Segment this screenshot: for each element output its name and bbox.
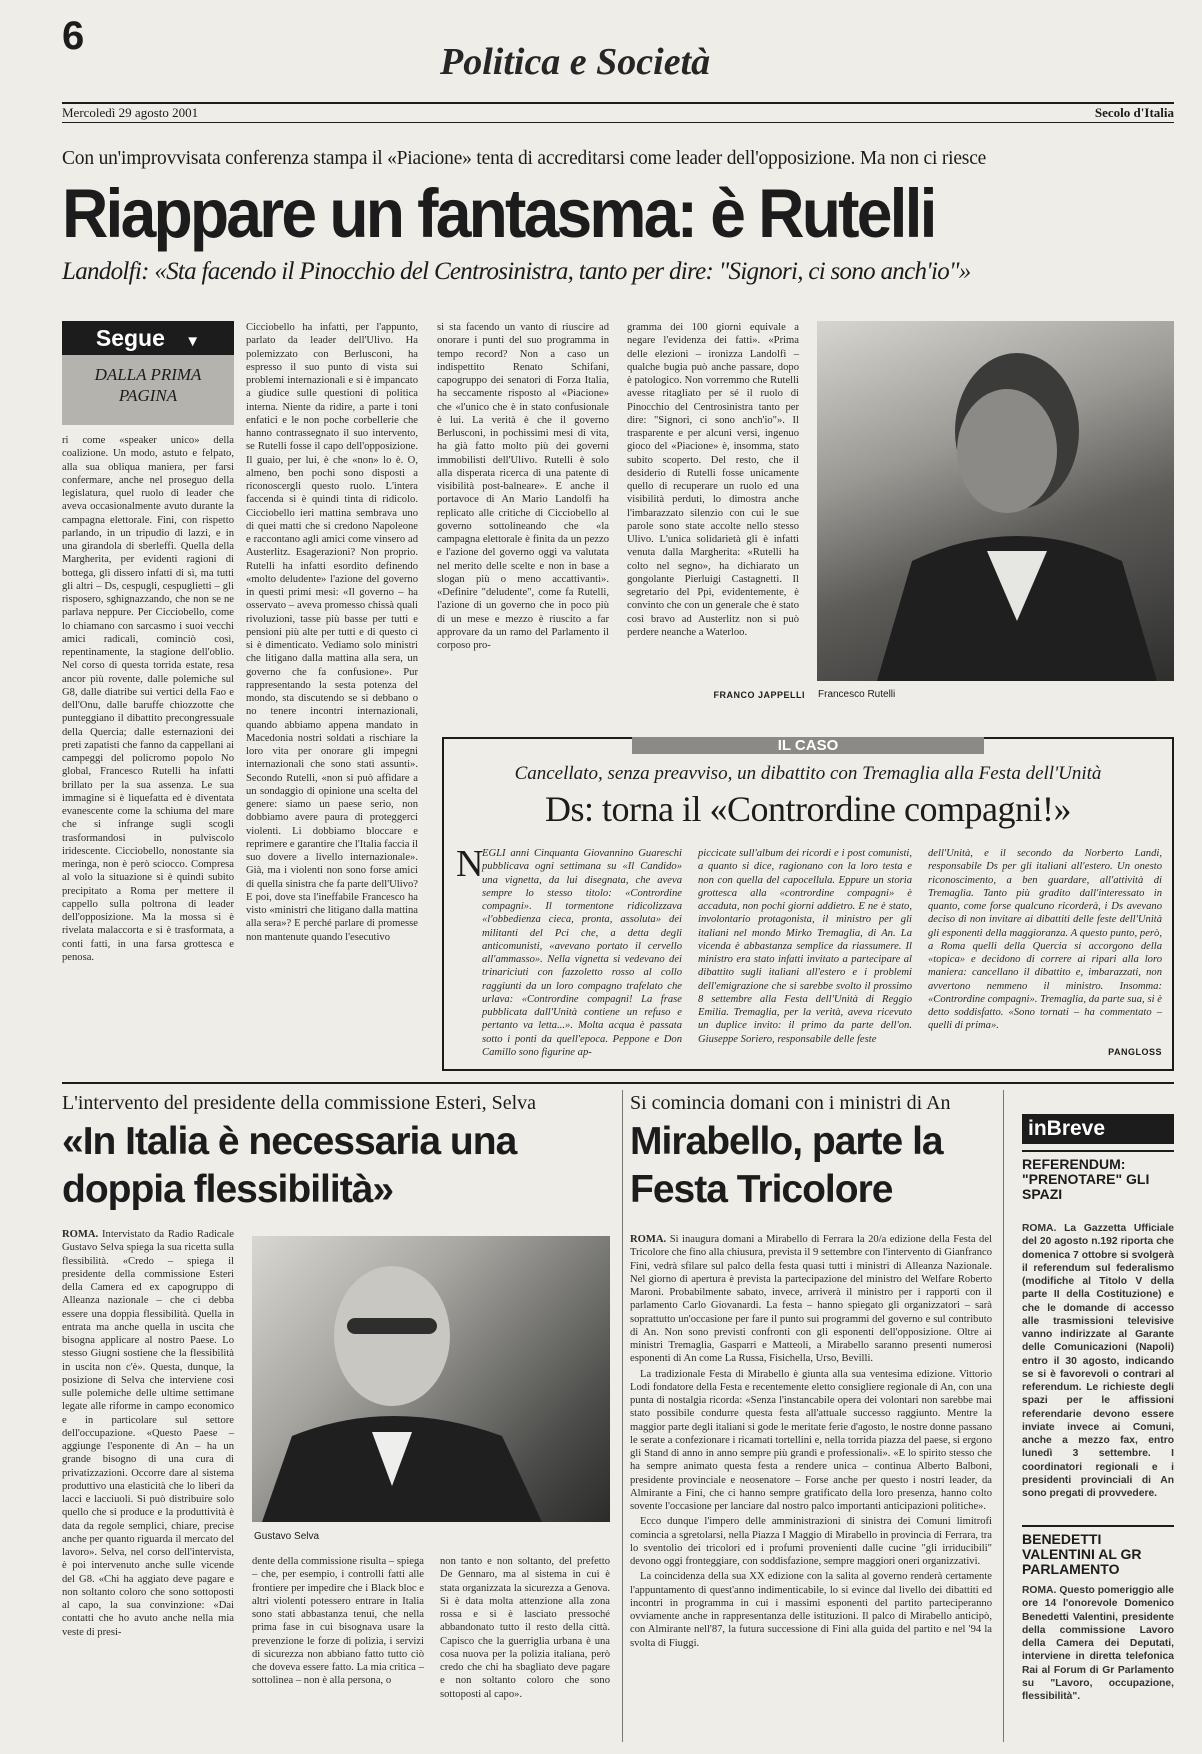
- in-breve-logo-text: inBreve: [1028, 1117, 1106, 1140]
- selva-kicker: L'intervento del presidente della commissione Esteri, Selva: [62, 1092, 537, 1114]
- in-breve-logo: [1022, 1114, 1174, 1144]
- segue-label-bar: [62, 321, 234, 355]
- il-caso-dropcap: N: [456, 843, 484, 885]
- in-breve-item-2-title: BENEDETTI VALENTINI AL GR PARLAMENTO: [1022, 1531, 1142, 1577]
- masthead-rule-bottom: [62, 122, 1174, 123]
- section-divider: [62, 1082, 1174, 1084]
- il-caso-box: [442, 737, 1174, 1071]
- in-breve-separator: [1022, 1525, 1174, 1527]
- segue-label: Segue: [95, 325, 165, 351]
- selva-column-3: non tanto e non soltanto, del prefetto De Gennaro, ma al sistema in cui è stata organizzata la sicurezza a Genova. Si è data molta attenzione alla zona rossa e si è lasciato pressoché abbandonato tutto il resto della città. Capisco che la guerriglia urbana è una cosa nuova per la polizia italiana, però credo che chi ha sbagliato deve pagare e non soltanto coloro che sono sottoposti al capo».: [440, 1556, 610, 1700]
- lead-subheadline: Landolfi: «Sta facendo il Pinocchio del Centrosinistra, tanto per dire: "Signori, ci sono anch'io"»: [62, 258, 971, 285]
- il-caso-column-1: EGLI anni Cinquanta Giovannino Guareschi pubblicava ogni settimana su «Il Candido» una vignetta, da lui disegnata, che aveva sempre lo stesso titolo: «Contrordine compagni». Il tormentone ridicolizzava «l'obbedienza cieca, pronta, assoluta» dei militanti del Pci che, a detta degli anticomunisti, «avevano portato il cervello all'ammasso». Nella vignetta si vedevano dei trinariciuti con fazzoletto rosso al collo raggiunti da un loro compagno trafelato che urlava: «Contrordine compagni! La frase pubblicata dall'Unità contiene un refuso e pertanto va letta...». Molta acqua è passata sotto i ponti da quell'epoca. Peppone e Don Camillo sono figurine ap-: [482, 848, 682, 1058]
- triangle-down-icon: ▼: [185, 333, 201, 350]
- il-caso-headline: Ds: torna il «Contrordine compagni!»: [545, 789, 1071, 829]
- selva-column-1: [62, 1228, 234, 1742]
- mirabello-headline: Mirabello, parte la Festa Tricolore: [630, 1120, 943, 1211]
- in-breve-item-1-dateline: ROMA.: [1022, 1223, 1057, 1234]
- lead-headline: Riappare un fantasma: è Rutelli: [62, 175, 935, 252]
- il-caso-column-2: piccicate sull'album dei ricordi e i post comunisti, a quanto si dice, ragionano con la loro testa e non con quella del capocellula. Eppure un storia grottesca alla «contrordine compagni» è accaduta, non pochi giorni addietro. E ne è stato, involontario protagonista, il ministro per gli italiani nel mondo Mirko Tremaglia, di An. La vicenda è abbastanza semplice da riassumere. Il ministro era stato infatti invitato a partecipare al dibattito sugli italiani all'estero e i problemi dell'emigrazione che si sarebbe svolto il prossimo 8 settembre alla Festa dell'Unità di Reggio Emilia. Tremaglia, per la verità, aveva ricevuto un duplice invito: il primo da parte dell'on. Giuseppe Soriero, responsabile delle feste: [698, 848, 912, 1045]
- page-number: 6: [62, 14, 85, 58]
- in-breve-item-1-body: La Gazzetta Ufficiale del 20 agosto n.192 riporta che domenica 7 ottobre si svolgerà il referendum sul federalismo (modifiche al Titolo V della parte II della Costituzione) e che le domande di accesso alle trasmissioni televisive vanno indirizzate al Garante delle Comunicazioni (Napoli) entro il 30 agosto, indicando se si è favorevoli o contrari al referendum. Le richieste degli spazi per le affissioni referendarie devono essere inviate invece ai Comuni, anche a mezzo fax, entro lunedì 3 settembre. I coordinatori regionali e i presidenti provinciali di An sono pregati di provvedere.: [1022, 1223, 1174, 1499]
- mirabello-body: [630, 1233, 992, 1742]
- section-title: Politica e Società: [440, 41, 711, 83]
- selva-photo: [252, 1236, 610, 1522]
- column-divider: [622, 1090, 623, 1742]
- lead-kicker: Con un'improvvisata conferenza stampa il «Piacione» tenta di accreditarsi come leader dell'opposizione. Ma non ci riesce: [62, 148, 987, 169]
- in-breve-item-2: [1022, 1584, 1174, 1742]
- selva-dateline: ROMA.: [62, 1229, 99, 1240]
- lead-column-1: ri come «speaker unico» della coalizione. Un modo, astuto e felpato, alla sua obliqua maniera, per farsi confermare, anche nel proseguo della legislatura, quel ruolo di leader che aveva occasionalmente avuto durante la campagna elettorale. Fini, con rispetto parlando, in un tripudio di lazzi, e in una girandola di sberleffi. Quella della Margherita, per evidenti ragioni di bottega, gli dissero infatti di sì, ma tutti gli altri – Ds, cespugli, cespuglietti – gli risposero, sghignazzando, che non se ne parlava neppure. Per Cicciobello, come lo chiamano con sarcasmo i suoi vecchi amici radicali, cominciò così, repentinamente, la stagione dell'oblio. Nel corso di questa torrida estate, resa ancor più rovente, dalle polemiche sul G8, dalle diatribe sui vertici della Fao e dell'Onu, dalle baruffe chiozzotte che punteggiano il dibattito precongressuale della Quercia; dalle esternazioni dei preti zapatisti che fanno da cappellani ai campeggi del policromo popolo No global, Francesco Rutelli ha infatti brillato per la sua assenza. Le sua immagine si è liquefatta ed è diventata evanescente come la schiuma del mare che si infrange sugli scogli trasformandosi in pulviscolo iridescente. Cicciobello, nonostante sia meringa, non è però sciocco. Compresa al volo la situazione si è quindi subito precipitato a Roma per mettere il cappello sulla poltrona di leader dell'opposizione. Ma la mossa si è rivelata malaccorta e si è trasformata, a conti fatti, in una farsa grottesca e penosa.: [62, 435, 234, 963]
- person-silhouette-icon: [252, 1236, 610, 1522]
- lead-column-3: si sta facendo un vanto di riuscire ad onorare i punti del suo programma in tempo record? Non a caso un indispettito Renato Schifani, capogruppo dei senatori di Forza Italia, ha seccamente risposto al «Piacione» che «l'unico che è in stato confusionale è lui. La verità è che il governo Berlusconi, in pochissimi mesi di vita, ha già fatto molto più dei governi immobilisti dell'Ulivo. Rutelli è solo alla disperata ricerca di una patente di visibilità post-balneare». E anche il portavoce di An Mario Landolfi ha replicato alle critiche di Cicciobello al governo sottolineando che «la campagna elettorale è finita da un pezzo e l'azione del governo oggi va valutata nel merito delle scelte e non in base a slogan più o meno accattivanti». «Definire "deludente", come fa Rutelli, l'azione di un governo che in poco più di un mese e mezzo è riuscito a far approvare da un ramo del Parlamento il corposo pro-: [437, 322, 609, 651]
- lead-column-2: Cicciobello ha infatti, per l'appunto, parlato da leader dell'Ulivo. Ha polemizzato con Berlusconi, ha espresso il suo punto di vista sui problemi internazionali e si è impancato a giudice sulle questioni di politica interna. Niente da ridire, a parte i toni enfatici e le non poche corbellerie che hanno contrassegnato il suo intervento, se Rutelli fosse il capo dell'opposizione. Il guaio, per lui, è che «non» lo è. O, almeno, ben pochi sono disposti a riconoscergli questo ruolo. L'intera faccenda si è quindi tinta di ridicolo. Cicciobello ieri mattina sembrava uno di quei matti che si credono Napoleone e raccontano agli amici come vinsero ad Austerlitz. Esagerazioni? Non proprio. Rutelli ha infatti esordito definendo «molto deludente» l'azione del governo in questi primi mesi: «Il governo – ha osservato – aveva promesso chissà quali rivoluzioni, tasse più basse per tutti e pensioni più alte per tutti e di questo ci si è dimenticato. Vediamo solo ministri che litigano dalla mattina alla sera, un governo che fa confusione». Pur rappresentando la sesta potenza del mondo, sta discutendo se si debbano o no tenere incontri internazionali, quando abbiamo appena mandato in Macedonia nostri soldati a rischiare la loro vita per onorare gli impegni internazionali che sono stati assunti». Secondo Rutelli, «non si può affidare a un sondaggio di opinione una scelta del genere: siamo un paese serio, non dobbiamo avere paura di proteggerci violenti. Li dobbiamo bloccare e reprimere e garantire che l'Italia faccia il suo dovere a livello internazionale». Già, ma i violenti non sono forse amici di quella sinistra che fa parte dell'Ulivo? E poi, dove sta l'ineffabile Francesco ha visto «ministri che litigano dalla mattina alla sera»? E perché parlare di promesse non mantenute quando l'esecutivo: [246, 322, 418, 943]
- masthead-rule: [62, 102, 1174, 104]
- selva-column-1-text: Intervistato da Radio Radicale Gustavo Selva spiega la sua ricetta sulla flessibilità. «Credo – spiega il presidente della commissione Esteri della Camera ed ex capogruppo di Alleanza nazionale – che ci debba essere una doppia flessibilità. Quella in entrata ma anche quella in uscita che bisogna applicare al nostro Paese. Lo stesso Giugni sostiene che la flessibilità in uscita non c'è». Questa, dunque, la posizione di Selva che interviene così sulle polemiche delle ultime settimane legate alle riforme in campo economico e in particolare sul settore dell'occupazione. «Questo Paese – aggiunge l'esponente di An – ha un grande bisogno di una cura di privatizzazioni. Occorre dare al sistema produttivo una elasticità che lo liberi da lacci e lacciuoli. Si può distribuire solo quello che si produce e la produttività è data da regole semplici, chiare, precise anche per quanto riguarda il mercato del lavoro». Selva, nel corso dell'intervista, è poi intervenuto anche sulle vicende del G8. «Chi ha aggiato deve pagare e non soltanto coloro che sono sottoposti al capo, la sua convinzione: «Dai contatti che ho avuto anche nella mia veste di presi-: [62, 1229, 234, 1638]
- mirabello-paragraph-4: La coincidenza della sua XX edizione con la salita al governo renderà certamente l'appuntamento di quest'anno indimenticabile, lo si evince dal livello dei dibattiti ed incontri in programma in cui i massimi esponenti del partito parteciperanno ovviamente anche in rappresentanza delle istituzioni. Il palco di Mirabello anticipò, con Almirante nell'87, la futura successione di Fini alla guida del partito e nel '94 la svolta di Fiuggi.: [630, 1571, 992, 1649]
- mirabello-paragraph-1: Si inaugura domani a Mirabello di Ferrara la 20/a edizione della Festa del Tricolore che fino alla chiusura, prevista il 9 settembre con l'intervento di Gianfranco Fini, vedrà sfilare sul palco della festa quasi tutti i ministri di Alleanza Nazionale. Nel giorno di apertura è prevista la partecipazione del ministro del Welfare Roberto Maroni. Probabilmente sabato, invece, arriverà il ministro per i rapporti con il parlamento Carlo Giovanardi. La festa – hanno spiegato gli organizzatori – sarà soprattutto un'occasione per fare il punto sui programmi del governo e sul contributo di An. Non sono previsti confronti con gli esponenti dell'opposizione. Oltre ai ministri Tremaglia, Gasparri e Matteoli, a Mirabello saranno presenti numerosi esponenti di An come La Russa, Fisichella, Urso, Bevilli.: [630, 1234, 992, 1365]
- il-caso-label: IL CASO: [632, 737, 984, 754]
- segue-source: DALLA PRIMA PAGINA: [62, 355, 234, 425]
- il-caso-column-3: dell'Unità, e il secondo da Norberto Landi, responsabile Ds per gli italiani all'estero. Un onesto riconoscimento, a ben guardare, all'attività di Tremaglia. Tanto più gradito dall'interessato in quanto, come forse qualcuno ricorderà, i Ds avevano deciso di non invitare ai dibattiti delle feste dell'Unità gli esponenti della maggioranza. A questo punto, però, a Roma quelli della Quercia si accorgono della «topica» e decidono di correre ai ripari alla loro maniera: cancellano il dibattito e, imbarazzati, non avvertono nemmeno il ministro. Insomma: «Contrordine compagni». Tremaglia, da parte sua, si è detto soddisfatto. «Sono tornati – ha commentato – quelli di prima».: [928, 848, 1162, 1032]
- in-breve-rule: [1022, 1150, 1174, 1152]
- in-breve-item-1-title: REFERENDUM: "PRENOTARE" GLI SPAZI: [1022, 1156, 1150, 1202]
- lead-column-4: gramma dei 100 giorni equivale a negare l'evidenza dei fatti». «Prima delle elezioni – ironizza Landolfi – qualche bugia può anche passare, dopo è patologico. Non vorremmo che Rutelli avesse ritagliato per sé il ruolo di Pinocchio del Centrosinistra tanto per dire: "Signori, ci sono anch'io"». Il trasparente e per alcuni versi, ingenuo gioco del «Piacione» è, insomma, stato subito scoperto. Del resto, che il desiderio di Rutelli fosse unicamente quello di recuperare un ruolo ed una visibilità perduti, lo dimostra anche l'imbarazzato silenzio con cui le sue parole sono state accolte nello stesso Ulivo. L'unica solidarietà gli è infatti venuta dalla Margherita: «Rutelli ha colto nel segno», ha dichiarato un gongolante Pierluigi Castagnetti. Il segretario del Ppi, evidentemente, è convinto che con un generale che è stato così bravo ad Austerlitz non si può perdere neanche a Waterloo.: [627, 322, 799, 638]
- person-silhouette-icon: [817, 321, 1174, 681]
- selva-column-2: dente della commissione risulta – spiega – che, per esempio, i controlli fatti alle frontiere per impedire che i Black bloc e altri violenti potessero entrare in Italia sono stati abbastanza tenui, che nella prima fase in cui bisognava usare la prevenzione le forze di polizia, i servizi di sicurezza non abbiano fatto tutto ciò che doveva essere fatto. La mia critica – sottolinea – non è alla persona, o: [252, 1556, 424, 1687]
- newspaper-name: Secolo d'Italia: [1094, 105, 1174, 120]
- in-breve-item-2-dateline: ROMA.: [1022, 1585, 1057, 1596]
- il-caso-kicker: Cancellato, senza preavviso, un dibattito con Tremaglia alla Festa dell'Unità: [514, 763, 1102, 784]
- issue-date: Mercoledì 29 agosto 2001: [62, 105, 199, 120]
- rutelli-photo-credit: FRANCO JAPPELLI: [713, 690, 805, 700]
- column-divider: [1003, 1090, 1004, 1742]
- mirabello-dateline: ROMA.: [630, 1234, 667, 1245]
- in-breve-item-2-body: Questo pomeriggio alle ore 14 l'onorevole Domenico Benedetti Valentini, presidente della commissione Lavoro della Camera dei Deputati, interviene in diretta telefonica Rai al Forum di Gr Parlamento su "Lavoro, occupazione, flessibilità".: [1022, 1585, 1174, 1702]
- selva-photo-caption: Gustavo Selva: [254, 1531, 320, 1542]
- mirabello-kicker: Si comincia domani con i ministri di An: [630, 1092, 951, 1114]
- mirabello-paragraph-3: Ecco dunque l'impero delle amministrazioni di sinistra dei Comuni limitrofi comincia a sgretolarsi, nella Piazza I Maggio di Mirabello in provincia di Ferrara, tra lo sventolio dei tricolori ed i profumi provenienti dalle cucine "gli irriducibili" devono oggi fronteggiare, con soddisfazione, sempre maggiori oneri organizzativi.: [630, 1516, 992, 1567]
- rutelli-photo-caption: Francesco Rutelli: [818, 689, 896, 700]
- il-caso-byline: PANGLOSS: [1108, 1047, 1162, 1057]
- rutelli-photo: [817, 321, 1174, 681]
- in-breve-item-1: [1022, 1222, 1174, 1499]
- selva-headline: «In Italia è necessaria una doppia flessibilità»: [62, 1120, 517, 1211]
- segue-box: [62, 321, 234, 425]
- mirabello-paragraph-2: La tradizionale Festa di Mirabello è giunta alla sua ventesima edizione. Vittorio Lodi fondatore della Festa e recentemente eletto consigliere regionale di An, con una punta di nostalgia ricorda: «Senza l'instancabile opera dei volontari non sarebbe mai stato possibile condurre questa festa all'attuale successo raggiunto. Mentre la maggior parte degli italiani si gode le meritate ferie d'agosto, le nostre donne passano le serate a confezionare i ricamati tortellini e, nella torrida piazza del paese, si ergono gli Stand di anno in anno sempre più grandi e professionali». «E lo spirito stesso che ha sempre animato questa festa a rendere unica – continua Alberto Balboni, presidente provinciale e neosenatore – Forse anche per questo i nostri leader, da Almirante a Fini, che ci hanno sempre gratificato della loro presenza, hanno colto sovente l'occasione per lanciare dal nostro palco importanti anticipazioni politiche».: [630, 1368, 992, 1512]
